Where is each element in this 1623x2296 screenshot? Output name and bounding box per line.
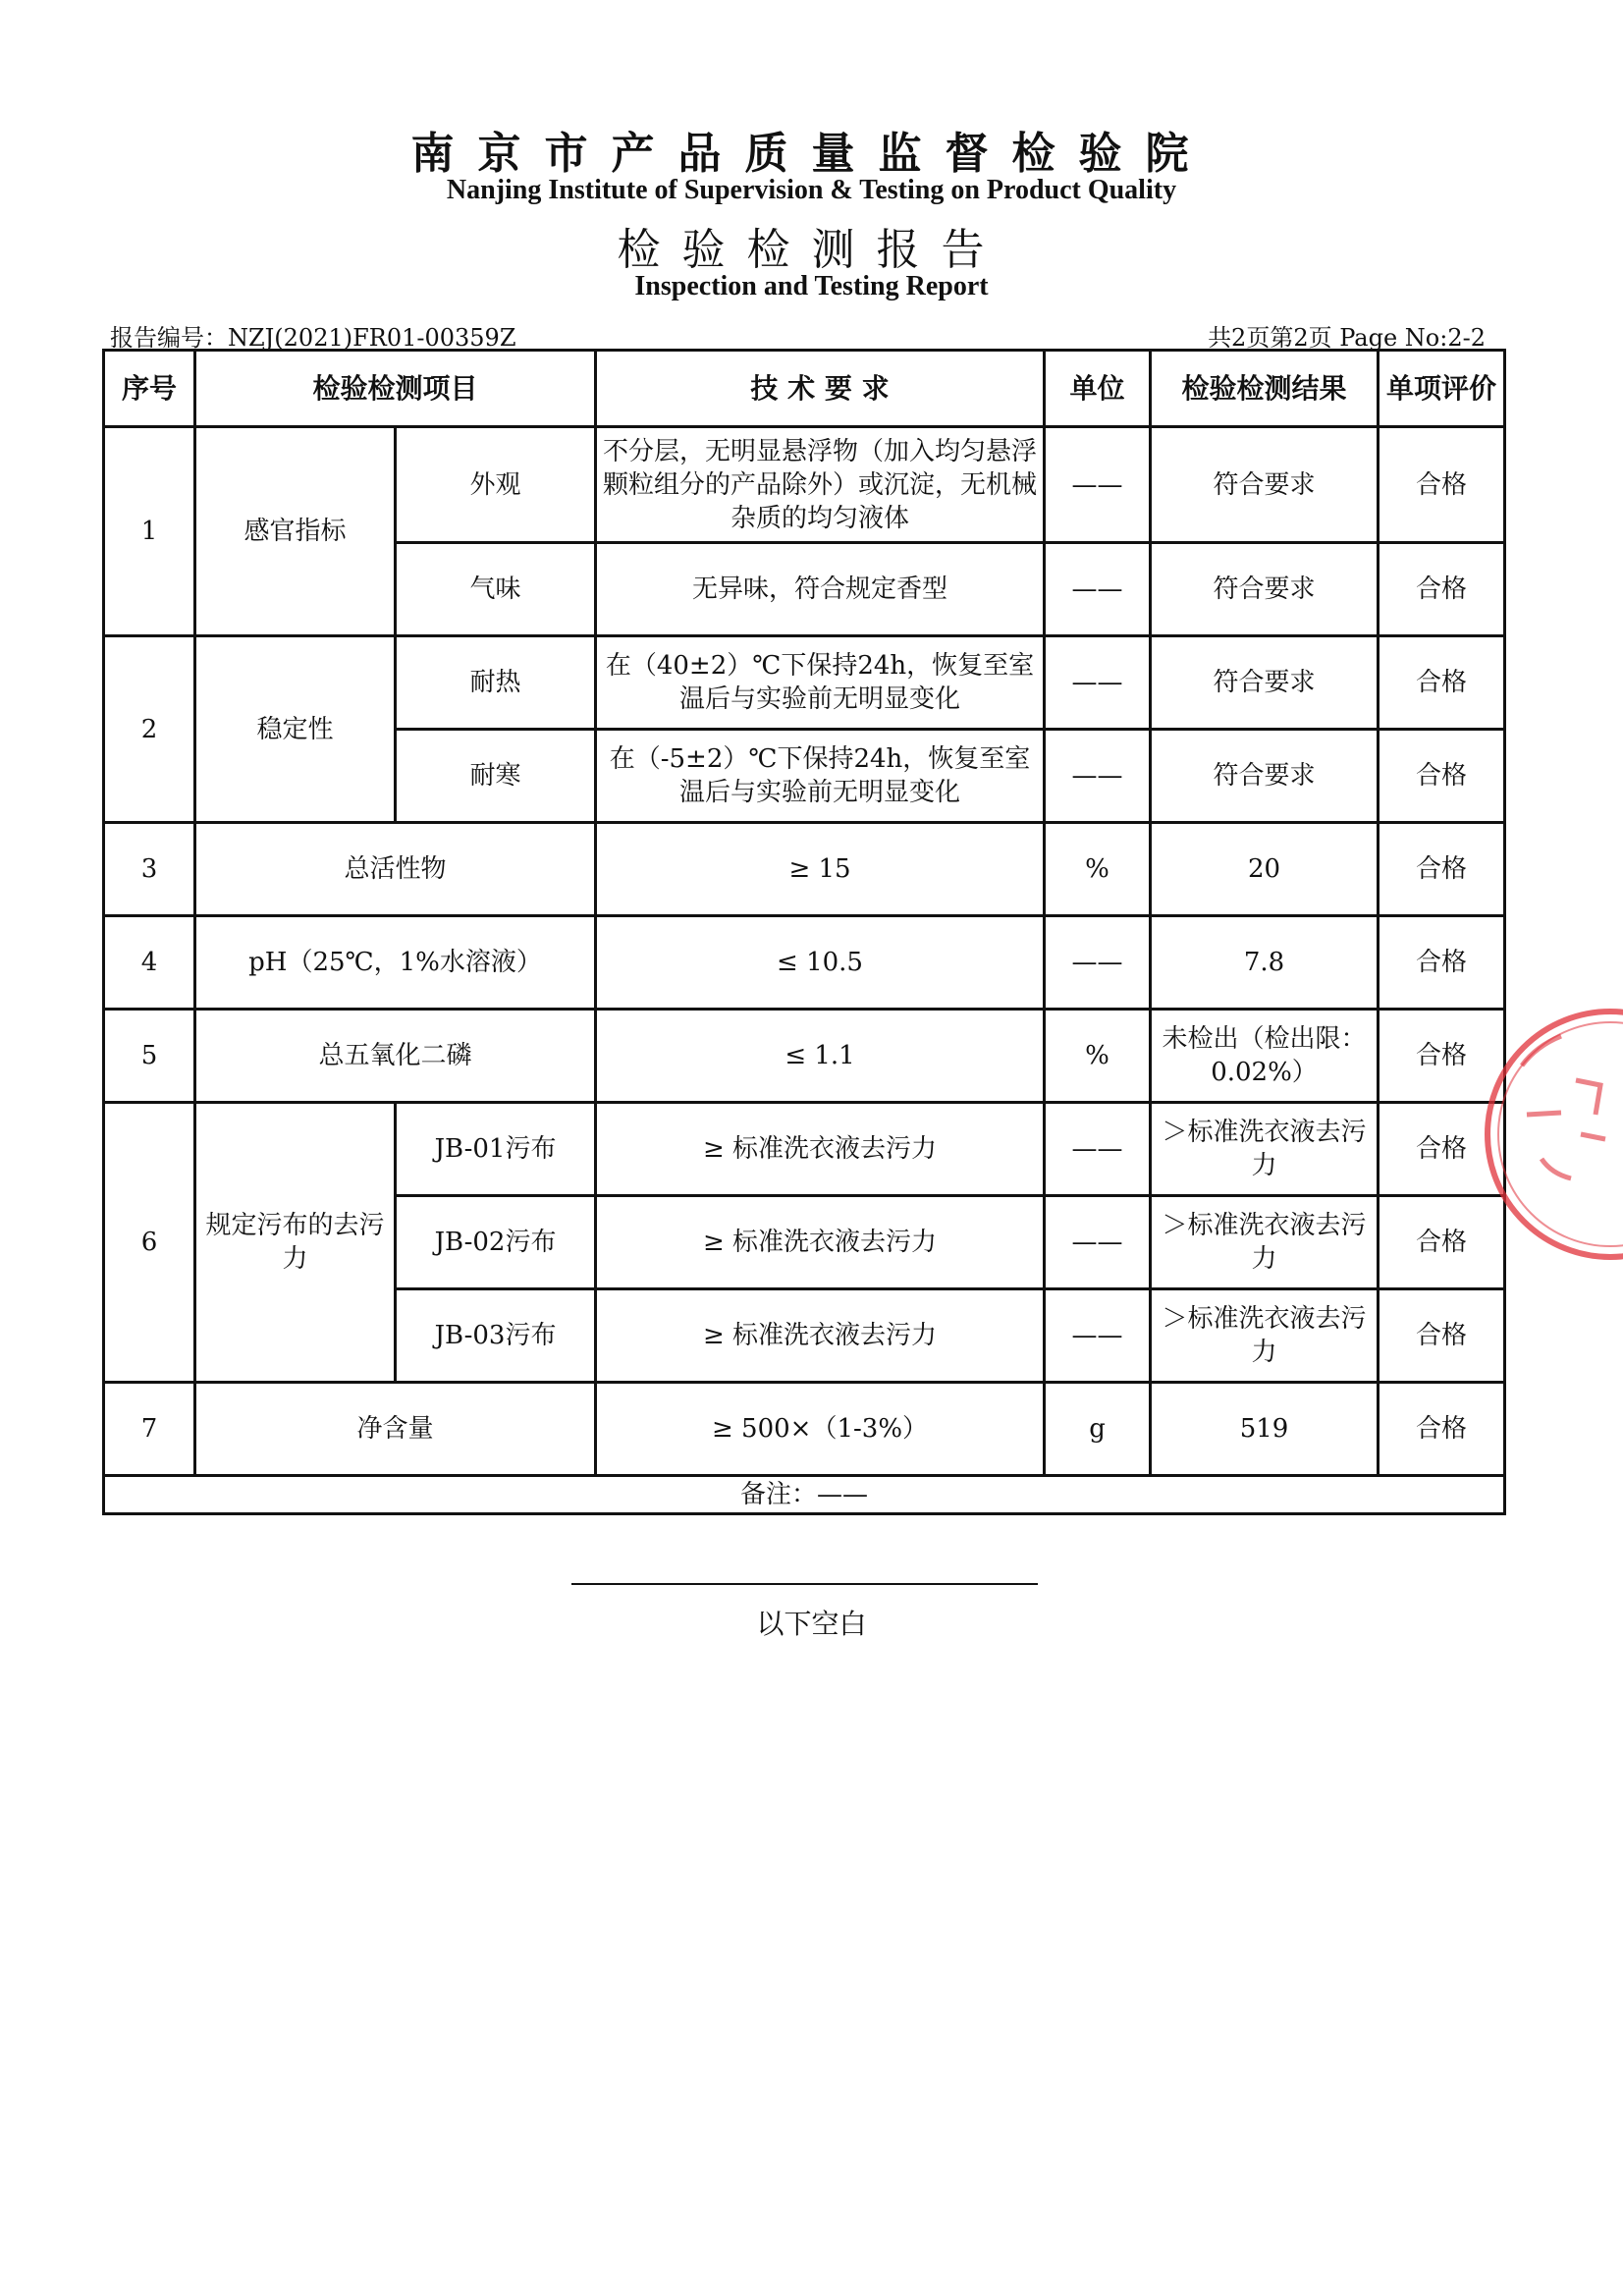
report-title-en: Inspection and Testing Report (634, 271, 989, 301)
row-requirement: ≤ 10.5 (596, 916, 1045, 1010)
col-unit-header: 单位 (1045, 351, 1151, 427)
row-item: 规定污布的去污力 (195, 1103, 396, 1383)
note-row (104, 1476, 1505, 1514)
row-unit: g (1045, 1383, 1151, 1476)
row-subitem: JB-02污布 (396, 1196, 596, 1289)
row-result: 符合要求 (1151, 636, 1379, 730)
row-evaluation: 合格 (1379, 730, 1505, 823)
row-result: ＞标准洗衣液去污力 (1151, 1289, 1379, 1383)
row-item: 总活性物 (195, 823, 596, 916)
row-evaluation: 合格 (1379, 543, 1505, 636)
col-item-header: 检验检测项目 (195, 351, 596, 427)
row-result: 20 (1151, 823, 1379, 916)
row-subitem: 耐热 (396, 636, 596, 730)
row-evaluation: 合格 (1379, 1010, 1505, 1103)
row-requirement: ≥ 标准洗衣液去污力 (596, 1289, 1045, 1383)
row-no: 4 (104, 916, 195, 1010)
row-result: ＞标准洗衣液去污力 (1151, 1196, 1379, 1289)
row-result: 519 (1151, 1383, 1379, 1476)
end-divider (571, 1583, 1038, 1585)
report-title-cn: 检验检测报告 (617, 225, 1006, 275)
row-unit: % (1045, 1010, 1151, 1103)
row-unit: —— (1045, 1196, 1151, 1289)
page-info: 共2页第2页 Page No:2-2 (1208, 324, 1486, 352)
row-item: pH（25℃，1%水溶液） (195, 916, 596, 1010)
row-requirement: 不分层，无明显悬浮物（加入均匀悬浮颗粒组分的产品除外）或沉淀，无机械杂质的均匀液体 (596, 427, 1045, 543)
official-stamp (1483, 987, 1623, 1282)
table-header-row (104, 351, 1505, 427)
table-row (104, 1383, 1505, 1476)
row-result: 符合要求 (1151, 427, 1379, 543)
stamp-mark (1522, 1036, 1605, 1178)
row-requirement: 在（40±2）℃下保持24h，恢复至室温后与实验前无明显变化 (596, 636, 1045, 730)
row-evaluation: 合格 (1379, 427, 1505, 543)
row-no: 3 (104, 823, 195, 916)
row-requirement: 在（-5±2）℃下保持24h，恢复至室温后与实验前无明显变化 (596, 730, 1045, 823)
row-item: 净含量 (195, 1383, 596, 1476)
row-subitem: 气味 (396, 543, 596, 636)
row-requirement: 无异味，符合规定香型 (596, 543, 1045, 636)
col-evaluation-header: 单项评价 (1379, 351, 1505, 427)
row-evaluation: 合格 (1379, 823, 1505, 916)
row-item: 稳定性 (195, 636, 396, 823)
institute-name-en: Nanjing Institute of Supervision & Testing on Product Quality (446, 175, 1177, 205)
row-evaluation: 合格 (1379, 1103, 1505, 1196)
row-unit: —— (1045, 730, 1151, 823)
row-result: 未检出（检出限：0.02%） (1151, 1010, 1379, 1103)
end-mark: 以下空白 (756, 1608, 867, 1640)
row-requirement: ≥ 500×（1-3%） (596, 1383, 1045, 1476)
table-row (104, 1010, 1505, 1103)
row-unit: —— (1045, 1289, 1151, 1383)
table-row (104, 823, 1505, 916)
row-unit: —— (1045, 1103, 1151, 1196)
row-no: 2 (104, 636, 195, 823)
table-row (104, 1103, 1505, 1196)
note-text: 备注：—— (104, 1476, 1505, 1514)
row-subitem: 耐寒 (396, 730, 596, 823)
row-subitem: JB-03污布 (396, 1289, 596, 1383)
table-row (104, 636, 1505, 730)
row-requirement: ≤ 1.1 (596, 1010, 1045, 1103)
table-row (104, 427, 1505, 543)
row-no: 1 (104, 427, 195, 636)
row-unit: —— (1045, 636, 1151, 730)
row-unit: % (1045, 823, 1151, 916)
row-requirement: ≥ 标准洗衣液去污力 (596, 1196, 1045, 1289)
row-no: 5 (104, 1010, 195, 1103)
row-no: 7 (104, 1383, 195, 1476)
row-evaluation: 合格 (1379, 1383, 1505, 1476)
row-result: 7.8 (1151, 916, 1379, 1010)
report-number: 报告编号：NZJ(2021)FR01-00359Z (110, 324, 516, 352)
row-no: 6 (104, 1103, 195, 1383)
table-row (104, 916, 1505, 1010)
col-no-header: 序号 (104, 351, 195, 427)
row-result: ＞标准洗衣液去污力 (1151, 1103, 1379, 1196)
col-result-header: 检验检测结果 (1151, 351, 1379, 427)
row-requirement: ≥ 标准洗衣液去污力 (596, 1103, 1045, 1196)
row-result: 符合要求 (1151, 543, 1379, 636)
row-subitem: JB-01污布 (396, 1103, 596, 1196)
stamp-ring (1488, 1011, 1623, 1257)
row-subitem: 外观 (396, 427, 596, 543)
row-unit: —— (1045, 427, 1151, 543)
row-evaluation: 合格 (1379, 1289, 1505, 1383)
row-unit: —— (1045, 916, 1151, 1010)
row-item: 感官指标 (195, 427, 396, 636)
row-result: 符合要求 (1151, 730, 1379, 823)
row-evaluation: 合格 (1379, 1196, 1505, 1289)
institute-name-cn: 南京市产品质量监督检验院 (410, 129, 1213, 179)
inspection-table (102, 349, 1506, 1515)
row-evaluation: 合格 (1379, 916, 1505, 1010)
row-item: 总五氧化二磷 (195, 1010, 596, 1103)
row-requirement: ≥ 15 (596, 823, 1045, 916)
col-requirement-header: 技 术 要 求 (596, 351, 1045, 427)
row-evaluation: 合格 (1379, 636, 1505, 730)
row-unit: —— (1045, 543, 1151, 636)
